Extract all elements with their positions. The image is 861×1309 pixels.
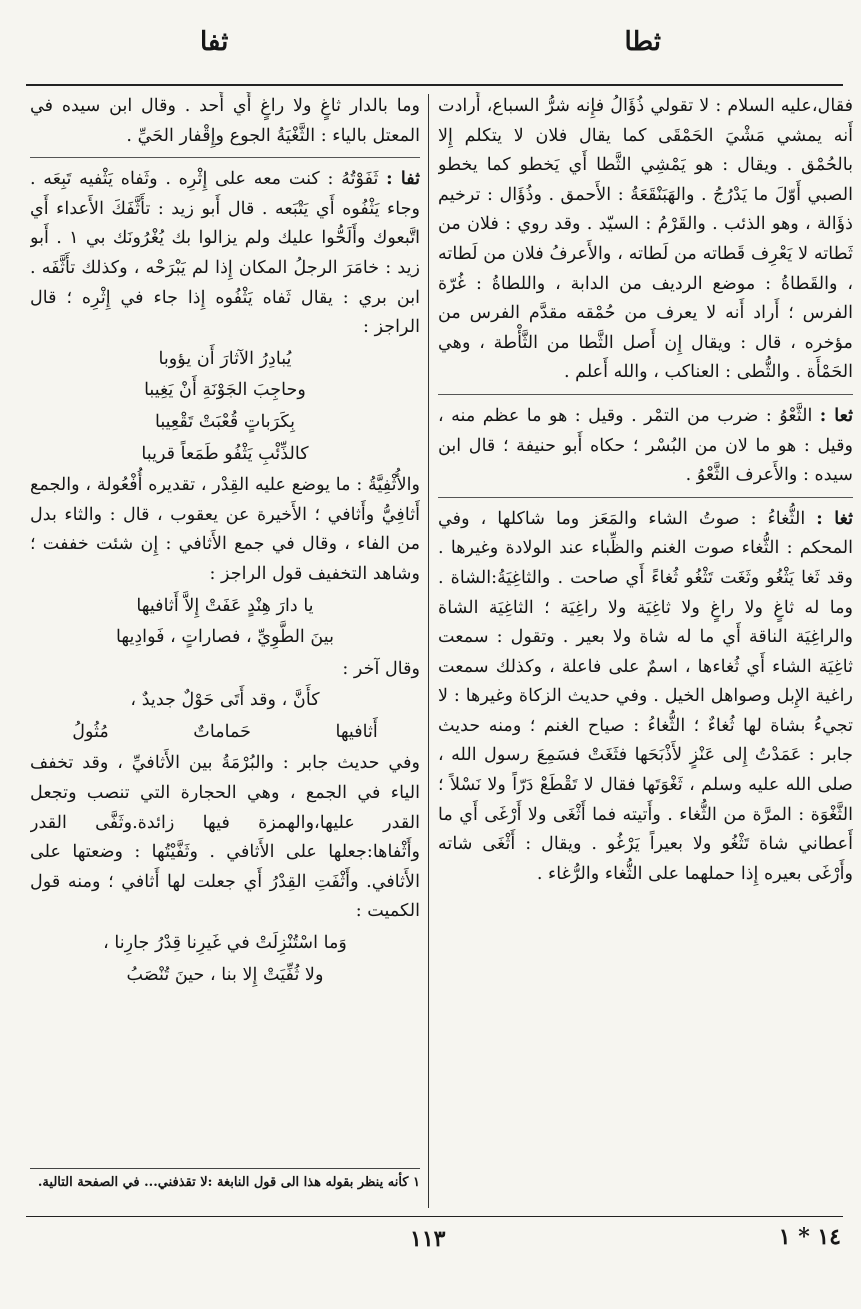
entry-text [438, 92, 853, 388]
text-line: وفي حديث جابر : والبُرْمَةُ بين الأَثافيِّ ، وقد تخفف [30, 753, 420, 774]
text-line: والجمع أَثافِيُّ وأَثافي ؛ الأَخيرة عن يعقوب ، قال : [30, 475, 420, 525]
text-line: والثاء بدل من الفاء ، وقال في جمع الأَثافي : إِن شئت [30, 504, 420, 555]
text-line: وقال آخر : [342, 658, 420, 679]
text-line: فقال،عليه السلام : لا تقولي ذُؤَالُ فإِنه شرُّ السباع، [480, 96, 853, 116]
verse-line-split [30, 718, 420, 748]
sheet-signature: ١٤ * ١ [778, 1224, 841, 1250]
entry-thaa [438, 401, 853, 498]
entry-thaa-head: ثعا : [819, 404, 853, 426]
entry-thafa-head: ثفا : [386, 168, 420, 190]
entry-separator [438, 394, 853, 395]
text-line: عليها،والهمزة فيها زائدة.وثَفَّى القدر وأَثْفاها:جعلها [30, 812, 420, 863]
verse-line: بِكَرَباتٍ قُعْبَتْ تَقْعِيبا [154, 411, 296, 432]
text-line: وقال ابن سيده في المعتل بالياء : الثَّغْيَةُ الجوع [30, 96, 420, 146]
text-line: صاحت . والثاغِيَةُ:الشاة . وما له ثاغٍ ولا راغٍ ولا [438, 567, 853, 618]
running-head-right: ثطا [624, 27, 661, 57]
text-line: ثَفَوْتُهُ : كنت معه على إِثْرِه . وثَفاه يَثْفيه [71, 169, 379, 190]
text-line: واللطاةُ : غُرّة الفرس ؛ أَراد أَنه لا يعرف من [438, 273, 853, 324]
text-line: يَعْرِف قَطاته من لَطاته ، والأَعرفُ فلان من [477, 243, 793, 264]
text-line: فسَمِعَ رسول الله ، صلى الله عليه وسلم ، ثَغْوَتَها [438, 745, 853, 796]
entry-thagha [438, 504, 853, 890]
verse-word: أَثافيها [335, 721, 378, 742]
text-line: وغيرها . وقد ثَغا يَثْغُو وثَغَت تَثْغُو ثُغاءً أَي [438, 538, 853, 588]
text-line: وما بالدار ثاغٍ ولا راغٍ أَي أَحد . [176, 96, 420, 116]
text-line: على الأَثافي . وثَفَّيْتُها : وضعتها على الأَثافي. وأَثْفَتِ [30, 842, 420, 892]
text-line: الإِبل وصواهل الخيل . وفي حديث الزكاة وغيرها : [448, 686, 810, 707]
text-line: ما له شاة ولا بعير . وتقول : سمعت ثاغِيَة الشاء أَي [438, 627, 853, 677]
verse-block-4 [30, 929, 420, 990]
text-line: أَعطاني شاة تَثْغُو ولا بعيراً يَرْغُو . ويقال : أَثْغَى [472, 834, 853, 855]
page-number: ١١٣ [410, 1226, 446, 1252]
verse-line: وحاجِبَ الجَوْنَةِ أَنْ يَغِيبا [144, 380, 306, 401]
text-line: القِدْرُ أَي جعلت لها أَثافي ؛ ومنه قول الكميت : [30, 871, 420, 922]
text-line: الياء في الجمع ، وهي الحجارة التي تنصب وتجعل القدر [30, 783, 420, 833]
text-line: وإِقْفار الحَيِّ . [126, 125, 225, 146]
footnote: ١ كأنه ينظر بقوله هذا الى قول النابغة :لا تقذفني... في الصفحة التالية. [30, 1168, 420, 1193]
entry-thagha-body [438, 504, 853, 890]
entry-text [30, 92, 420, 151]
text-line: أَصل الثَّطا من الثَّأْطة ، وهي الحَمْأَة . [438, 332, 853, 383]
text-line: والأُثْفِيَّةُ : ما يوضع عليه القِدْر ، تقديره أُفْعُولة ، [79, 475, 420, 496]
entry-thafa-body [30, 164, 420, 343]
verse-word: حَماماتٌ [193, 721, 252, 742]
text-line: الأَحمق . وذُؤَال : ترخيم ذؤَالة ، وهو الذئب . [438, 184, 853, 235]
verse-line: ولا ثُفِّيَتْ إِلا بنا ، حينَ تُنْصَبُ [126, 964, 324, 985]
text-line: يقال ثَفاه يَثْفُوه إِذا جاء في إِثْرِه ؛ قال الراجز : [30, 287, 420, 338]
right-column [438, 92, 853, 1207]
text-line: يَخطو كما يخطو الصبي أَوّلَ ما يَدْرُجُ . والهَبَنْقَعَةُ : [438, 155, 853, 205]
text-line: من الثُّغاء . وأَتيته فما أَثْغَى ولا أَرْغَى أَي ما [438, 804, 747, 825]
entry-thagha-head: ثغا : [816, 507, 853, 529]
entry-thafa-paragraph-2 [30, 471, 420, 589]
text-line: تَبِعَه . وجاء يَثْفُوه أَي يَتْبَعه . قال أَبو زيد : [30, 169, 420, 219]
verse-block-1 [30, 345, 420, 469]
text-line: حُمْقه مقدَّم الفرس من مؤخره ، قال : ويقال إِن [438, 303, 853, 353]
verse-line: يا دارَ هِنْدٍ عَفَتْ إِلاَّ أَثافيها [136, 595, 314, 616]
entry-separator [438, 497, 853, 498]
text-line: قال ابن سيده : والأَعرف الثَّعْوُ . [438, 435, 853, 486]
verse-line: وَما اسْتُنْزِلَتْ في غَيرِنا قِدْرُ جارِنا ، [103, 933, 347, 954]
text-line: المحكم : الثُّغاء صوت الغنم والظِّباء عند الولادة [498, 538, 853, 559]
entry-thafa-paragraph-4 [30, 749, 420, 927]
text-line: ثاغِيَة ولا راغِيَة ؛ الثاغِيَة الشاة والراغِيَة الناقة أَي [438, 597, 853, 648]
entry-thaa-body [438, 401, 853, 491]
text-line: ثُغاءها ، اسمٌ على فاعلة ، وكذلك سمعت راغية [438, 656, 853, 707]
verse-line: بينَ الطَّوِيِّ ، فصاراتٍ ، فَوادِيها [115, 627, 335, 648]
text-line: الثُّغاءُ : صوتُ الشاء والمَعَز وما شاكلها ، وفي [438, 508, 806, 529]
text-line: منه ، وقيل : هو ما لان من البُسْر ؛ حكاه أَبو حنيفة ؛ [438, 405, 853, 456]
verse-line: كأَنَّ ، وقد أَتَى حَوْلٌ جديدٌ ، [130, 690, 320, 711]
text-line: المكان إِذا لم يَبْرَحْه ، وكذلك تأَثَّفَه . ابن بري : [30, 257, 420, 308]
text-line: شاته وأَرْغَى بعيره إِذا حملهما على الثُّغاء والرُّغاء . [438, 834, 853, 884]
text-line: والثُّطى : العناكب ، والله أَعلم . [563, 362, 790, 383]
entry-separator [30, 157, 420, 158]
text-line: حديث جابر : عَمَدْتُ إِلى عَنْزٍ لأَذْبَحَها فثَغَتْ [438, 715, 853, 766]
verse-line: يُبادِرُ الآثارَ أَن يؤوبا [158, 348, 292, 369]
text-line: لا تجيءُ بشاة لها ثُغاءٌ ؛ الثُّغاءُ : صياح الغنم ؛ ومنه [438, 686, 853, 736]
header-rule [26, 84, 843, 86]
column-divider [428, 94, 429, 1208]
entry-thafa [30, 164, 420, 990]
text-line: الثَّعْوُ : ضرب من التمْر . وقيل : هو ما عظم [475, 405, 813, 426]
verse-line: كالذِّئْبِ يَثْفُو طَمَعاً قريبا [141, 443, 309, 464]
entry-thata-continued [438, 92, 853, 395]
verse-word: مُثُولُ [72, 721, 109, 742]
text-line: يتكلم إِلا بالحُمْق . ويقال : هو يَمْشِي الثَّطا أَي [438, 125, 853, 176]
text-line: تأَثَّفَكَ الأَعداء أَي اتَّبعوك وأَلَحُّوا عليك ولم [30, 198, 420, 249]
text-line: أَرادت أَنه يمشي مَشْيَ الحَمْقَى كما يقال فلان لا [438, 96, 853, 146]
text-line: لَطاته ، والقَطاةُ : موضع الرديف من الدابة ، [438, 243, 853, 294]
text-line: يزالوا بك يُغْرُونَك بي ١ . أَبو زيد : خامَرَ الرجلُ [30, 228, 420, 278]
entry-thagha-continued [30, 92, 420, 158]
text-line: خففت ؛ وشاهد التخفيف قول الراجز : [30, 534, 420, 584]
left-column [30, 92, 420, 1152]
running-head-left: ثفا [200, 27, 229, 57]
footer-rule [26, 1216, 843, 1217]
entry-thafa-paragraph-3 [30, 655, 420, 685]
text-line: والقَرْمُ : السيّد . وقد روي : فلان من ثَطاته لا [438, 214, 853, 264]
verse-block-2 [30, 592, 420, 653]
text-line: فقال لا تَقْطَعْ دَرّاً ولا نَسْلاً ؛ الثَّغْوَة : المرَّة [438, 775, 853, 825]
